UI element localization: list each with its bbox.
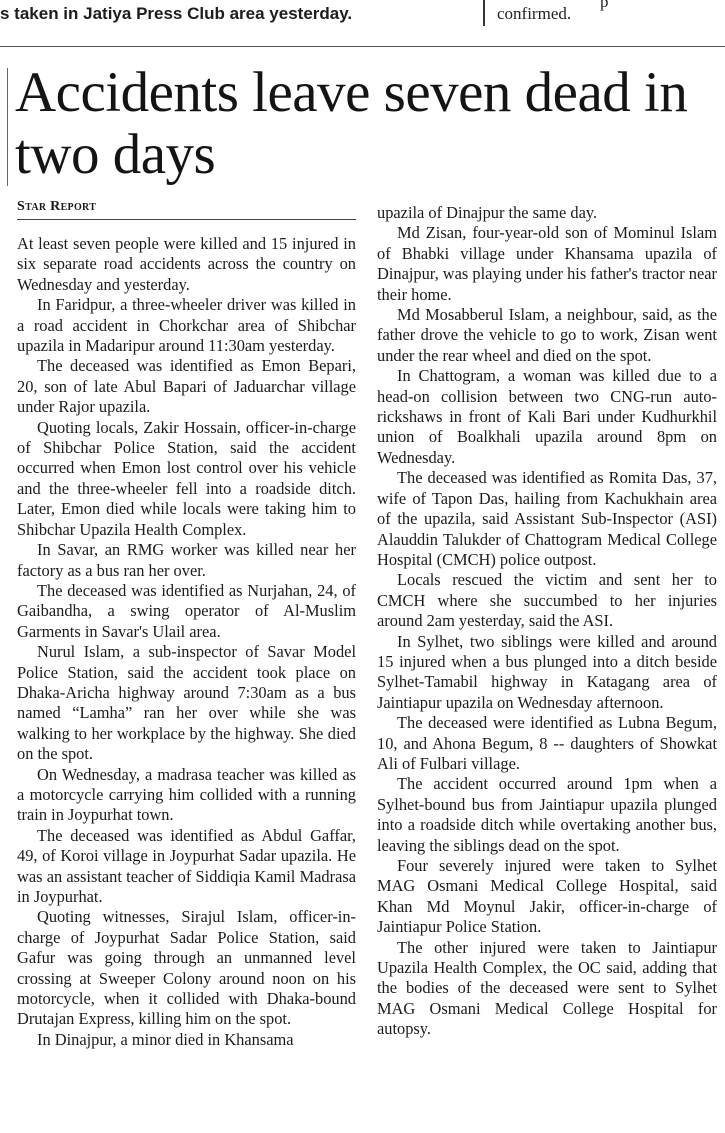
paragraph: Quoting locals, Zakir Hossain, officer-in-charge of Shibchar Police Station, said the accident occurred when Emon lost control over his vehicle and the three-wheeler fell into a roadside ditch. Later, Emon died while locals were taking him to Shibchar Upazila Health Complex. (17, 417, 356, 539)
section-rule (0, 46, 725, 47)
paragraph: The deceased was identified as Nurjahan, 24, of Gaibandha, a swing operator of Al-Muslim Garments in Savar's Ulail area. (17, 580, 356, 641)
paragraph: In Sylhet, two siblings were killed and around 15 injured when a bus plunged into a ditch beside Sylhet-Tamabil highway in Katagang area of Jaintiapur upazila on Wednesday afternoon. (377, 631, 717, 712)
article-column-left (17, 234, 356, 1050)
paragraph: The deceased was identified as Abdul Gaffar, 49, of Koroi village in Joypurhat Sadar upazila. He was an assistant teacher of Siddiqia Kamil Madrasa in Joypurhat. (17, 825, 356, 906)
paragraph: In Dinajpur, a minor died in Khansama (37, 1029, 294, 1049)
paragraph: In Chattogram, a woman was killed due to a head-on collision between two CNG-run auto-rickshaws in front of Kali Bari under Kudhurkhil union of Boalkhali upazila around 8pm on Wednesday. (377, 366, 717, 467)
column-divider (483, 0, 485, 26)
headline: Accidents leave seven dead in two days (15, 61, 688, 186)
paragraph: Md Mosabberul Islam, a neighbour, said, as the father drove the vehicle to go to work, Zisan went under the rear wheel and died on the spot. (377, 305, 717, 365)
previous-article-ghost-text: p (600, 0, 609, 11)
paragraph: Nurul Islam, a sub-inspector of Savar Model Police Station, said the accident took place on Dhaka-Aricha highway around 7:30am as a bus named “Lamha” ran her over while she was walking to her workplace by the highway. She died on the spot. (17, 642, 356, 764)
previous-article-strip (0, 0, 725, 46)
paragraph: In Savar, an RMG worker was killed near her factory as a bus ran her over. (17, 540, 356, 580)
paragraph: Quoting witnesses, Sirajul Islam, officer-in-charge of Joypurhat Sadar Police Station, said Gafur was going through an unmanned level crossing at Sweeper Colony around noon on his motorcycle, when it collided with Dhaka-bound Drutajan Express, killing him on the spot. (17, 907, 356, 1029)
previous-article-tail-left: s taken in Jatiya Press Club area yesterday. (0, 4, 353, 23)
paragraph: On Wednesday, a madrasa teacher was killed as a motorcycle carrying him collided with a running train in Joypurhat town. (17, 764, 356, 825)
paragraph: Four severely injured were taken to Sylhet MAG Osmani Medical College Hospital, said Khan Md Moynul Jakir, officer-in-charge of Jaintiapur Police Station. (377, 856, 717, 937)
paragraph: The deceased was identified as Emon Bepari, 20, son of late Abul Bapari of Jaduarchar village under Rajor upazila. (17, 356, 356, 417)
paragraph: The deceased were identified as Lubna Begum, 10, and Ahona Begum, 8 -- daughters of Showkat Ali of Fulbari village. (377, 713, 717, 773)
headline-left-rule (7, 68, 8, 186)
byline-rule (17, 219, 356, 220)
paragraph: Md Zisan, four-year-old son of Mominul Islam of Bhabki village under Khansama upazila of Dinajpur, was playing under his father's tractor near their home. (377, 223, 718, 304)
paragraph: The deceased was identified as Romita Das, 37, wife of Tapon Das, hailing from Kachukhain area of the upazila, said Assistant Sub-Inspector (ASI) Alauddin Talukder of Chattogram Medical College Hospital (CMCH) police outpost. (377, 468, 717, 569)
paragraph: Locals rescued the victim and sent her to CMCH where she succumbed to her injuries around 2am yesterday, said the ASI. (377, 570, 717, 631)
article-column-right (377, 203, 717, 1040)
paragraph-continuation: upazila of Dinajpur the same day. (377, 203, 598, 222)
paragraph: At least seven people were killed and 15 injured in six separate road accidents across the country on Wednesday and yesterday. (17, 234, 356, 294)
byline: Star Report (17, 199, 97, 214)
previous-article-tail-right: confirmed. (497, 4, 572, 23)
paragraph: The other injured were taken to Jaintiapur Upazila Health Complex, the OC said, adding that the bodies of the deceased were sent to Sylhet MAG Osmani Medical College Hospital for autopsy. (377, 937, 717, 1039)
paragraph: The accident occurred around 1pm when a Sylhet-bound bus from Jaintiapur upazila plunged into a roadside ditch while overtaking another bus, leaving the siblings dead on the spot. (377, 774, 717, 855)
paragraph: In Faridpur, a three-wheeler driver was killed in a road accident in Chorkchar area of Shibchar upazila in Madaripur around 11:30am yesterday. (17, 295, 356, 356)
